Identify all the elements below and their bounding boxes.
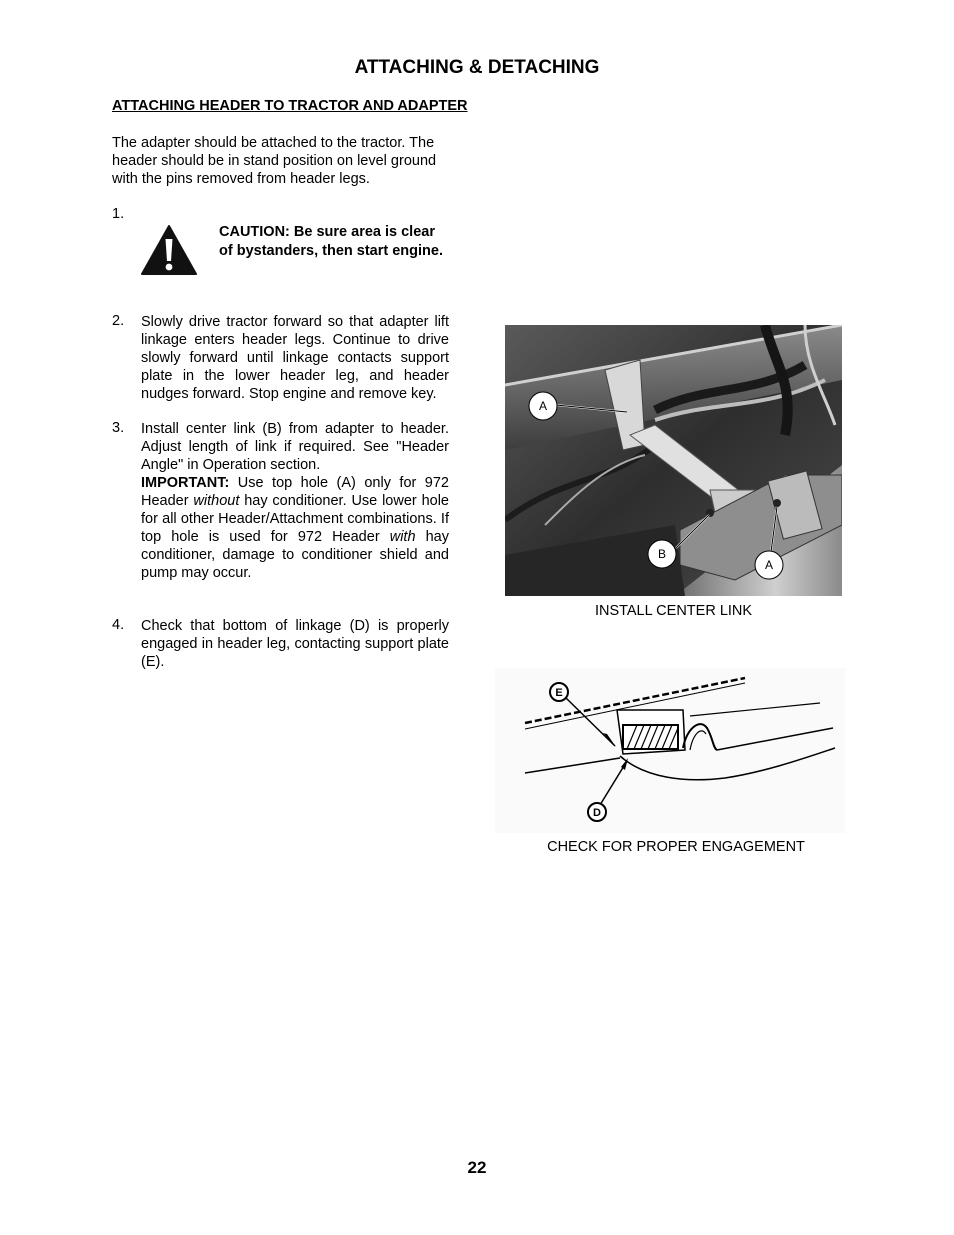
step-3-number: 3. [112, 420, 125, 436]
with-emphasis: with [389, 529, 416, 545]
caution-line-2: of bystanders, then start engine. [219, 243, 443, 259]
callout-a-top [529, 392, 557, 420]
figure-1-caption: INSTALL CENTER LINK [594, 603, 753, 619]
important-label: IMPORTANT: [141, 475, 230, 491]
step-3-text: Install center link (B) from adapter to header. Adjust length of link if required. See "Header Angle" in Operation section. [141, 421, 449, 473]
callout-a-bottom-label: A [764, 558, 774, 572]
step-2-number: 2. [112, 313, 125, 329]
important-text-1: Use top hole (A) only for 972 Header [141, 475, 449, 509]
page-title: ATTACHING & DETACHING [354, 57, 600, 78]
important-text-3: hay conditioner, damage to conditioner shield and pump may occur. [141, 529, 449, 581]
section-heading: ATTACHING HEADER TO TRACTOR AND ADAPTER [112, 98, 468, 114]
caution-line-1: CAUTION: Be sure area is clear [219, 224, 435, 240]
install-center-link-photo [505, 325, 842, 596]
callout-e-label: E [555, 687, 563, 699]
callout-e [550, 683, 568, 701]
step-2-text: Slowly drive tractor forward so that adapter lift linkage enters header legs. Continue to drive slowly forward until linkage contacts support plate in the lower header leg, and header nudges forward. Stop engine and remove key. [141, 314, 449, 402]
callout-b [648, 540, 676, 568]
important-text-2: hay conditioner. Use lower hole for all other Header/Attachment combinations. If top hole is used for 972 Header [141, 493, 449, 545]
page-number: 22 [467, 1158, 487, 1177]
callout-d [588, 803, 606, 821]
caution-text [219, 223, 459, 261]
warning-icon [140, 224, 198, 276]
important-note [141, 474, 449, 582]
callout-d-label: D [593, 807, 601, 819]
step-4-text: Check that bottom of linkage (D) is properly engaged in header leg, contacting support plate (E). [141, 618, 449, 670]
step-1-number: 1. [112, 206, 125, 222]
intro-paragraph: The adapter should be attached to the tractor. The header should be in stand position on level ground with the pins removed from header legs. [112, 135, 437, 187]
callout-b-label: B [657, 547, 667, 561]
callout-a-bottom [755, 551, 783, 579]
step-4-number: 4. [112, 617, 125, 633]
without-emphasis: without [193, 493, 240, 509]
callout-a-top-label: A [538, 399, 548, 413]
figure-2-caption: CHECK FOR PROPER ENGAGEMENT [547, 839, 805, 855]
step-3-block [141, 420, 449, 582]
engagement-diagram [495, 668, 845, 833]
